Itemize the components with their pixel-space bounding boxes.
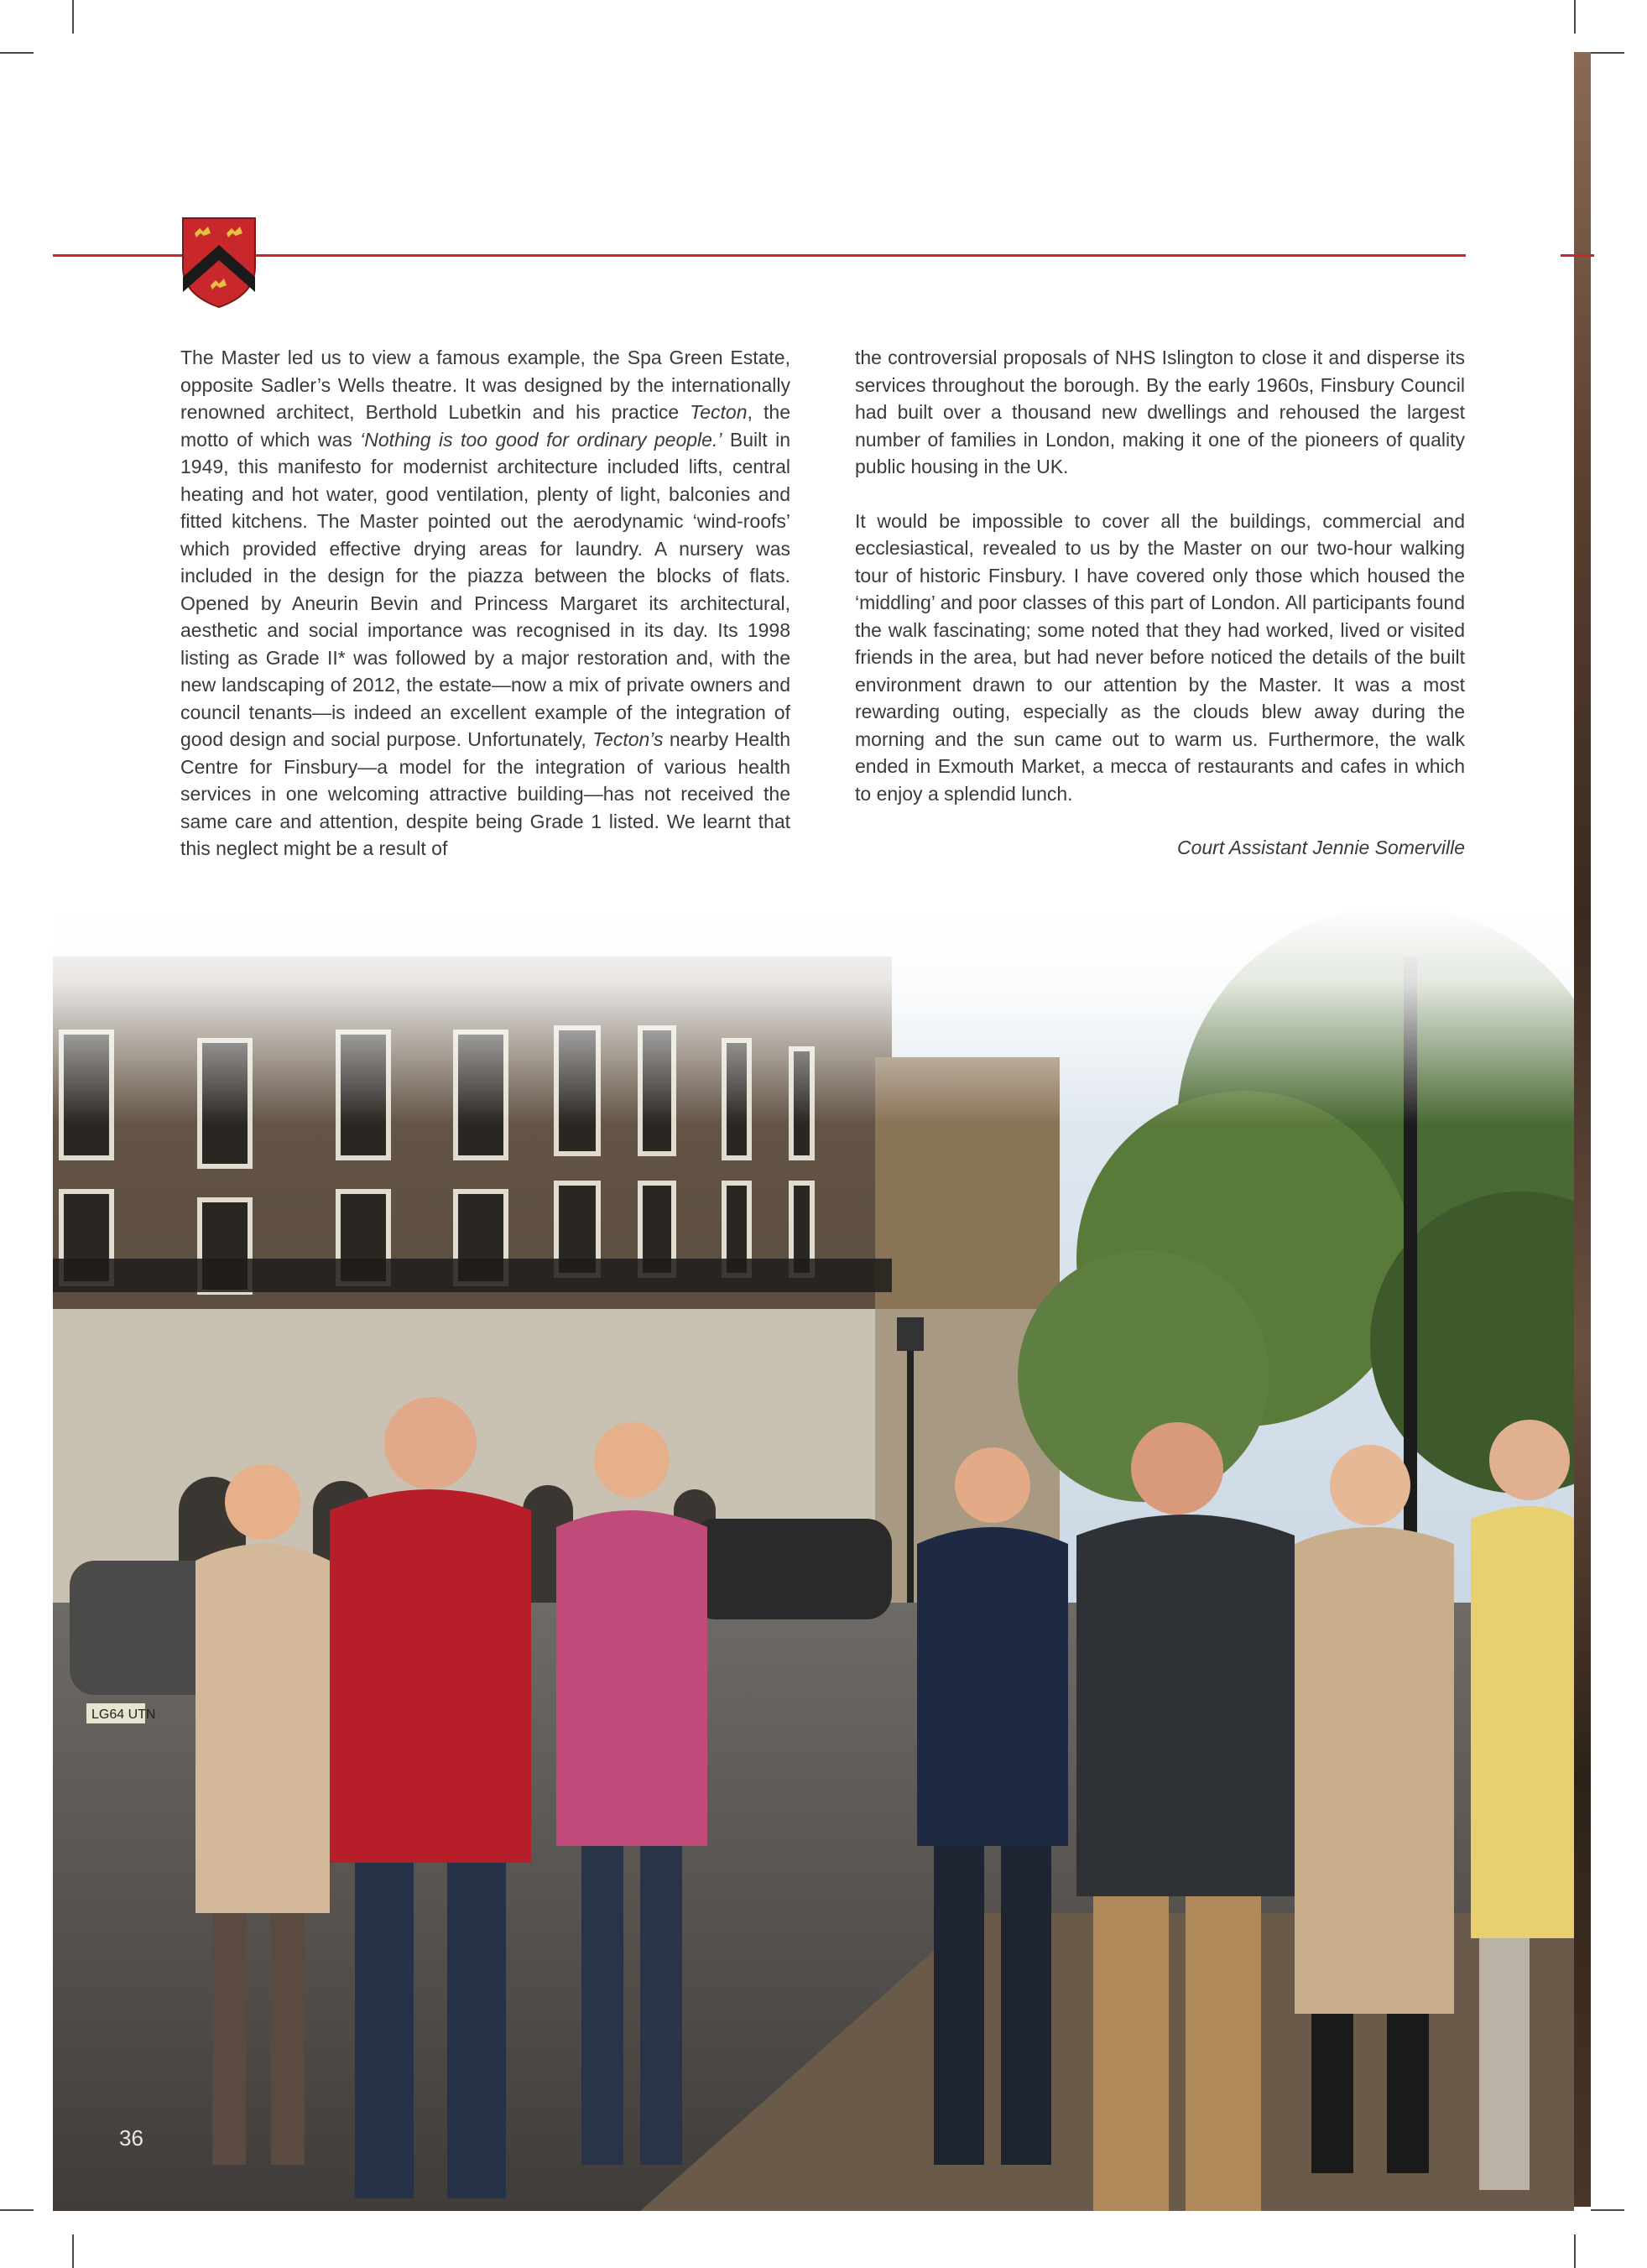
article-paragraph: It would be impossible to cover all the buildings, commercial and ecclesiastical, revealed to us by the Master on our two-hour walking tour of historic Finsbury. I have covered only those which housed the ‘middling’ and poor classes of this part of London. All participants found the walk fascinating; some noted that they had worked, lived or visited friends in the area, but had never before noticed the details of the built environment drawn to our attention by the Master. It was a most rewarding outing, especially as the clouds blew away during the morning and the sun came out to warm us. Furthermore, the walk ended in Exmouth Market, a mecca of restaurants and cafes in which to enjoy a splendid lunch. xyxy=(855,509,1465,805)
page-number: 36 xyxy=(119,2125,143,2151)
header-rule-bleed xyxy=(1561,254,1594,257)
header-rule xyxy=(53,254,1466,257)
crop-mark xyxy=(1591,2209,1624,2211)
walking-tour-photo xyxy=(53,906,1574,2211)
next-page-bleed xyxy=(1574,52,1591,2207)
article-left-column xyxy=(180,344,790,889)
crop-mark xyxy=(1591,52,1624,54)
crop-mark xyxy=(1574,0,1576,34)
photo-top-fade xyxy=(53,906,1574,1124)
article-paragraph: the controversial proposals of NHS Islington to close it and disperse its services throughout the borough. By the early 1960s, Finsbury Council had built over a thousand new dwellings and rehoused the largest number of families in London, making it one of the pioneers of quality public housing in the UK. xyxy=(855,347,1465,477)
heraldic-shield-crest-icon xyxy=(180,215,258,309)
crop-mark xyxy=(0,2209,34,2211)
article-paragraph: The Master led us to view a famous example, the Spa Green Estate, opposite Sadler’s Wells theatre. It was designed by the internationally renowned architect, Berthold Lubetkin and his practice Tecton, the motto of which was ‘Nothing is too good for ordinary people.’ Built in 1949, this manifesto for modernist architecture included lifts, central heating and hot water, good ventilation, plenty of light, balconies and fitted kitchens. The Master pointed out the aerodynamic ‘wind-roofs’ which provided effective drying areas for laundry. A nursery was included in the design for the piazza between the blocks of flats. Opened by Aneurin Bevin and Princess Margaret its architectural, aesthetic and social importance was recognised in its day. Its 1998 listing as Grade II* was followed by a major restoration and, with the new landscaping of 2012, the estate—now a mix of private owners and council tenants—is indeed an excellent example of the integration of good design and social purpose. Unfortunately, Tecton’s nearby Health Centre for Finsbury—a model for the integration of various health services in one welcoming attractive building—has not received the same care and attention, despite being Grade 1 listed. We learnt that this neglect might be a result of xyxy=(180,347,790,859)
crop-mark xyxy=(72,2234,74,2268)
crop-mark xyxy=(72,0,74,34)
crop-mark xyxy=(1574,2234,1576,2268)
crop-mark xyxy=(0,52,34,54)
article-right-column xyxy=(855,344,1465,889)
author-signature: Court Assistant Jennie Somerville xyxy=(1176,837,1465,858)
car-number-plate: LG64 UTN xyxy=(91,1708,156,1722)
